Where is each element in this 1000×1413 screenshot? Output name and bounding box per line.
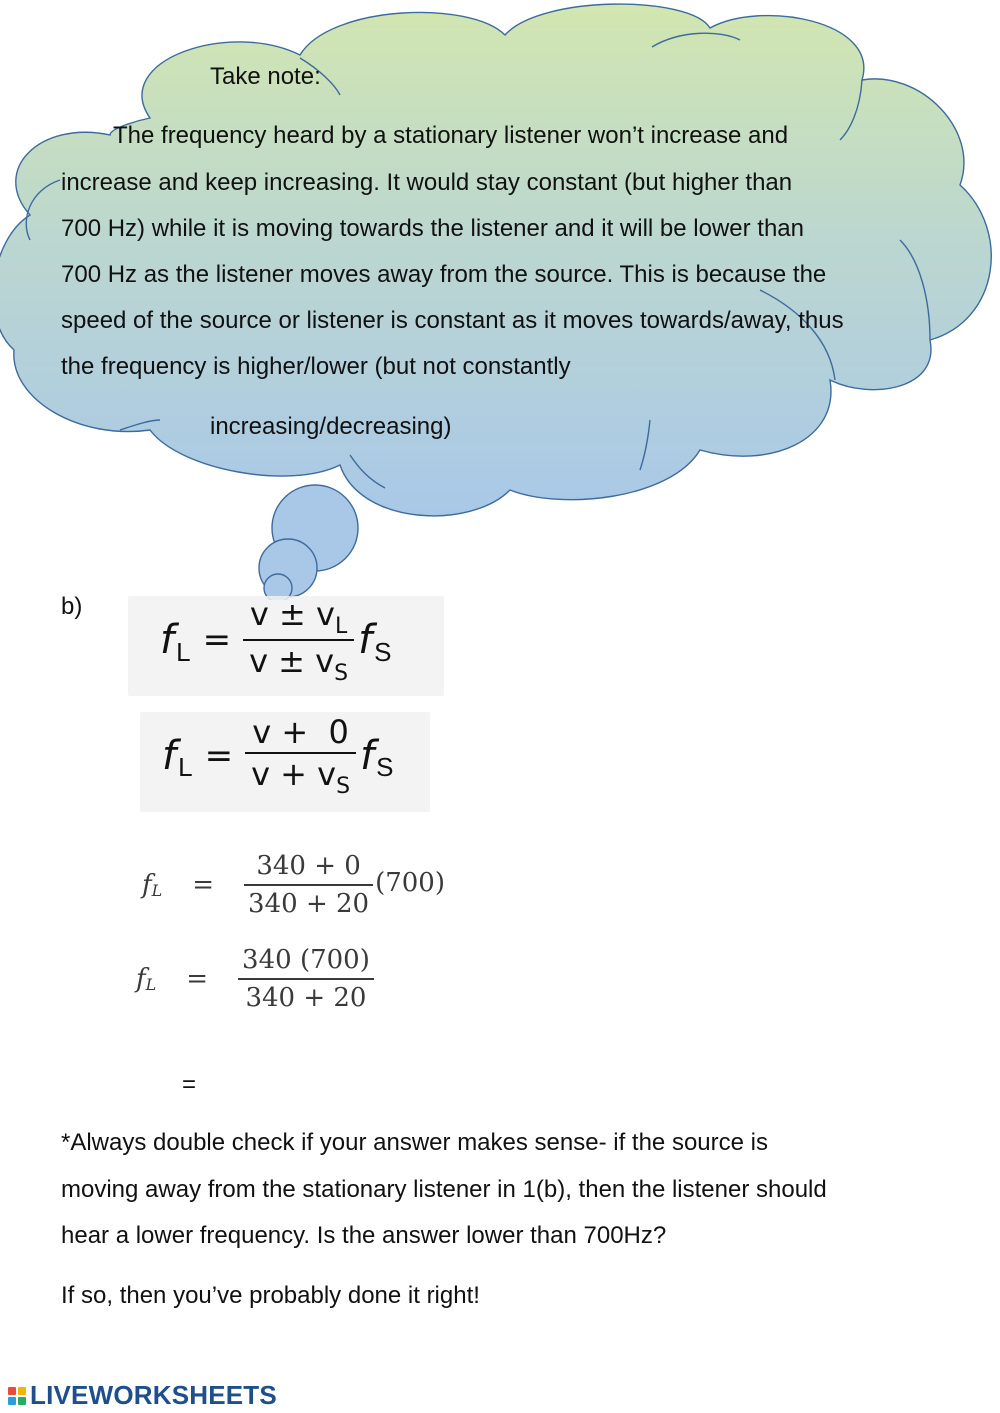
reminder-line: hear a lower frequency. Is the answer lower than 700Hz?: [61, 1222, 667, 1249]
numerator: 340 (700): [242, 945, 370, 975]
reminder-line: *Always double check if your answer makes sense- if the source is: [61, 1129, 768, 1156]
note-line: 700 Hz) while it is moving towards the listener and it will be lower than: [61, 215, 805, 242]
fraction-bar: [238, 978, 374, 980]
multiplier-subscript: S: [374, 636, 392, 667]
simplified-equation: [136, 944, 374, 1014]
denominator: 340 + 20: [245, 982, 367, 1013]
logo-square: [8, 1387, 16, 1395]
fraction: [245, 714, 356, 797]
doppler-substituted-equation: [162, 714, 394, 797]
equation-lhs: f: [142, 869, 152, 900]
liveworksheets-logo: [8, 1380, 277, 1411]
equation-lhs-subscript: L: [145, 975, 157, 995]
fraction: [244, 850, 373, 920]
logo-square: [18, 1397, 26, 1405]
multiplier: (700): [375, 867, 445, 898]
doppler-general-equation: [160, 596, 392, 684]
note-line: 700 Hz as the listener moves away from the source. This is because the: [61, 261, 827, 288]
thought-cloud: [0, 0, 1000, 600]
multiplier: f: [358, 617, 373, 663]
numerator: [244, 596, 353, 637]
denominator: [243, 643, 354, 684]
denominator: [245, 756, 356, 797]
equals-sign: =: [192, 869, 215, 900]
note-line: the frequency is higher/lower (but not constantly: [61, 353, 571, 380]
note-line: The frequency heard by a stationary listener won’t increase and: [113, 122, 789, 149]
equation-lhs-subscript: L: [151, 881, 163, 901]
reminder-line: moving away from the stationary listener in 1(b), then the listener should: [61, 1176, 827, 1203]
fraction-bar: [243, 639, 354, 641]
note-line: increasing/decreasing): [210, 413, 452, 440]
equation-lhs: f: [162, 732, 177, 779]
part-b-label: b): [61, 593, 83, 620]
numerator: 340 + 0: [256, 851, 361, 881]
equals-sign: =: [186, 963, 209, 994]
fraction: [238, 944, 374, 1014]
equals-sign: =: [204, 735, 234, 776]
denominator: 340 + 20: [248, 888, 370, 919]
note-line: increase and keep increasing. It would stay constant (but higher than: [61, 169, 793, 196]
denominator-text: v ± v: [249, 642, 335, 680]
denominator-text: v + v: [251, 755, 337, 793]
logo-square: [8, 1397, 16, 1405]
denominator-subscript: S: [334, 661, 349, 686]
reminder-closing: If so, then you’ve probably done it right!: [61, 1282, 480, 1309]
equation-lhs-subscript: L: [176, 636, 191, 667]
multiplier-subscript: S: [376, 752, 394, 782]
logo-mark-icon: [8, 1387, 26, 1405]
logo-square: [18, 1387, 26, 1395]
multiplier: f: [360, 732, 375, 779]
denominator-subscript: S: [336, 774, 351, 799]
logo-text: LIVEWORKSHEETS: [30, 1380, 277, 1410]
numerator-text: v ± v: [249, 595, 335, 633]
note-line: speed of the source or listener is constant as it moves towards/away, thus: [61, 307, 844, 334]
numerator: v + 0: [252, 713, 349, 751]
fraction-bar: [244, 884, 373, 886]
fraction-bar: [245, 752, 356, 754]
numeric-equation: [142, 850, 445, 920]
equation-lhs: f: [136, 963, 146, 994]
note-title: Take note:: [210, 63, 321, 90]
equation-lhs: f: [160, 617, 175, 663]
equation-lhs-subscript: L: [178, 752, 193, 782]
equals-sign: =: [202, 620, 232, 660]
fraction: [243, 596, 354, 684]
answer-equals-line: =: [182, 1071, 197, 1098]
numerator-subscript: L: [334, 614, 348, 639]
